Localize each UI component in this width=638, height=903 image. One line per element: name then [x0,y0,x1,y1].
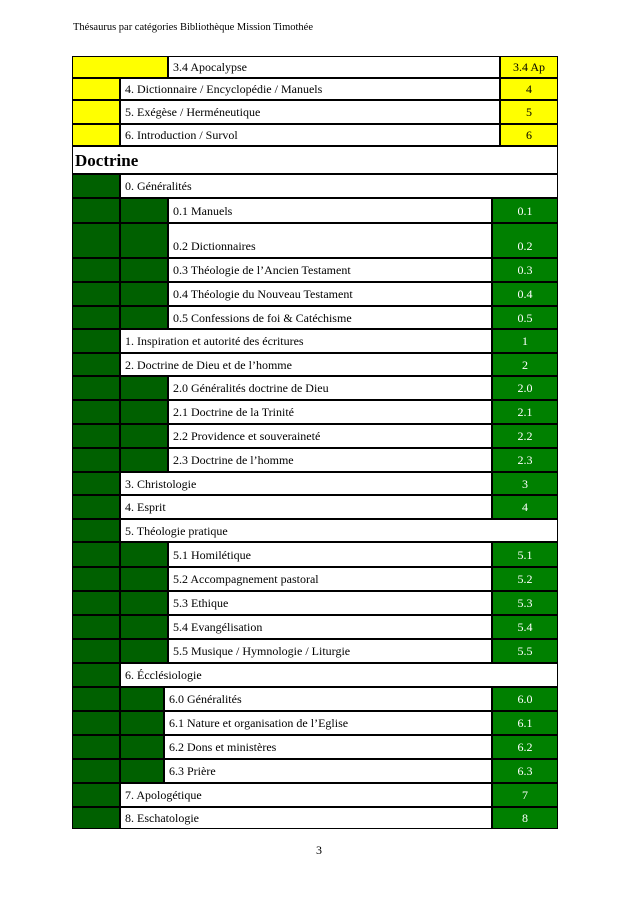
category-label: 3. Christologie [120,472,492,495]
subcategory-color-cell [120,424,168,448]
category-code: 0.5 [492,306,558,329]
category-label: 2.3 Doctrine de l’homme [168,448,492,472]
category-code: 6.3 [492,759,558,783]
category-color-cell [72,567,120,591]
subcategory-color-cell [120,639,168,663]
category-label: 5.5 Musique / Hymnologie / Liturgie [168,639,492,663]
category-color-cell [72,306,120,329]
category-label: 6.2 Dons et ministères [164,735,492,759]
category-color-cell [72,329,120,353]
category-color-cell [72,56,168,78]
category-label: 2. Doctrine de Dieu et de l’homme [120,353,492,376]
category-code: 4 [492,495,558,519]
subcategory-color-cell [120,735,164,759]
category-label: 1. Inspiration et autorité des écritures [120,329,492,353]
category-label: 6. Introduction / Survol [120,124,500,146]
category-color-cell [72,100,120,124]
subcategory-color-cell [120,198,168,223]
running-header: Thésaurus par catégories Bibliothèque Mission Timothée [73,22,314,33]
category-code: 6.1 [492,711,558,735]
subcategory-color-cell [120,542,168,567]
category-label: 0.1 Manuels [168,198,492,223]
category-label: 3.4 Apocalypse [168,56,500,78]
category-color-cell [72,711,120,735]
category-color-cell [72,472,120,495]
section-heading: Doctrine [72,146,558,174]
category-label: 5. Théologie pratique [120,519,558,542]
subcategory-color-cell [120,591,168,615]
category-color-cell [72,495,120,519]
category-color-cell [72,78,120,100]
subcategory-color-cell [120,615,168,639]
category-color-cell [72,424,120,448]
category-code: 0.4 [492,282,558,306]
category-label: 6.0 Généralités [164,687,492,711]
category-label: 2.2 Providence et souveraineté [168,424,492,448]
subcategory-color-cell [120,282,168,306]
subcategory-color-cell [120,223,168,258]
category-label: 5. Exégèse / Herméneutique [120,100,500,124]
category-color-cell [72,591,120,615]
category-label: 4. Dictionnaire / Encyclopédie / Manuels [120,78,500,100]
category-label: 7. Apologétique [120,783,492,807]
category-color-cell [72,376,120,400]
category-color-cell [72,282,120,306]
category-color-cell [72,448,120,472]
category-code: 7 [492,783,558,807]
category-color-cell [72,735,120,759]
category-code: 5.1 [492,542,558,567]
category-code: 2.3 [492,448,558,472]
category-code: 4 [500,78,558,100]
category-color-cell [72,687,120,711]
category-label: 5.4 Evangélisation [168,615,492,639]
subcategory-color-cell [120,448,168,472]
category-label: 0.2 Dictionnaires [168,223,492,258]
category-color-cell [72,542,120,567]
category-code: 2.0 [492,376,558,400]
category-code: 2 [492,353,558,376]
subcategory-color-cell [120,376,168,400]
category-label: 5.1 Homilétique [168,542,492,567]
category-color-cell [72,519,120,542]
category-label: 5.2 Accompagnement pastoral [168,567,492,591]
category-code: 5.5 [492,639,558,663]
category-color-cell [72,174,120,198]
category-code: 5.4 [492,615,558,639]
category-color-cell [72,353,120,376]
category-code: 2.1 [492,400,558,424]
subcategory-color-cell [120,306,168,329]
subcategory-color-cell [120,258,168,282]
category-code: 0.1 [492,198,558,223]
page-number: 3 [316,843,322,857]
category-code: 0.2 [492,223,558,258]
category-label: 0.5 Confessions de foi & Catéchisme [168,306,492,329]
category-color-cell [72,258,120,282]
category-code: 6.2 [492,735,558,759]
category-label: 2.1 Doctrine de la Trinité [168,400,492,424]
category-label: 0.4 Théologie du Nouveau Testament [168,282,492,306]
subcategory-color-cell [120,711,164,735]
category-label: 8. Eschatologie [120,807,492,829]
category-color-cell [72,639,120,663]
category-label: 6.3 Prière [164,759,492,783]
category-label: 5.3 Ethique [168,591,492,615]
category-color-cell [72,198,120,223]
category-color-cell [72,615,120,639]
category-code: 6.0 [492,687,558,711]
subcategory-color-cell [120,567,168,591]
category-code: 8 [492,807,558,829]
category-color-cell [72,223,120,258]
category-label: 0.3 Théologie de l’Ancien Testament [168,258,492,282]
subcategory-color-cell [120,759,164,783]
category-code: 5.2 [492,567,558,591]
category-color-cell [72,807,120,829]
category-code: 5.3 [492,591,558,615]
category-color-cell [72,400,120,424]
category-code: 0.3 [492,258,558,282]
category-code: 3 [492,472,558,495]
subcategory-color-cell [120,687,164,711]
category-label: 4. Esprit [120,495,492,519]
category-label: 6.1 Nature et organisation de l’Eglise [164,711,492,735]
category-code: 2.2 [492,424,558,448]
category-label: 0. Généralités [120,174,558,198]
category-color-cell [72,783,120,807]
category-code: 6 [500,124,558,146]
category-color-cell [72,759,120,783]
category-label: 6. Écclésiologie [120,663,558,687]
category-code: 1 [492,329,558,353]
category-code: 5 [500,100,558,124]
category-label: 2.0 Généralités doctrine de Dieu [168,376,492,400]
subcategory-color-cell [120,400,168,424]
category-code: 3.4 Ap [500,56,558,78]
category-color-cell [72,663,120,687]
category-color-cell [72,124,120,146]
